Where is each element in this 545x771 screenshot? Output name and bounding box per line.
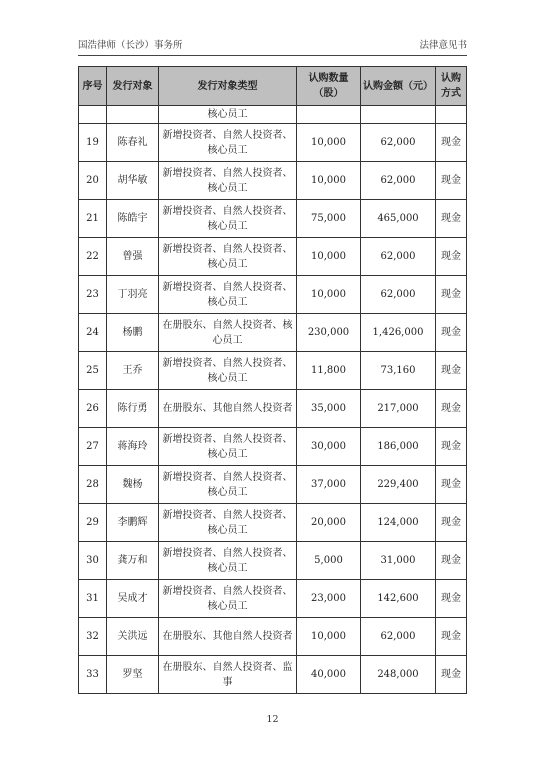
- table-row: [79, 276, 467, 314]
- cell-method: 现金: [436, 314, 467, 352]
- subscription-table: [78, 66, 467, 694]
- cell-subscriber-type: 在册股东、其他自然人投资者: [159, 390, 297, 428]
- cell-method: 现金: [436, 238, 467, 276]
- cell-index: 33: [79, 656, 107, 694]
- cell-shares: 11,800: [297, 352, 361, 390]
- cell-method: 现金: [436, 200, 467, 238]
- cell-index: 19: [79, 124, 107, 162]
- cell-subscriber-type: 新增投资者、自然人投资者、核心员工: [159, 200, 297, 238]
- cell-subscriber: 陈皓宇: [107, 200, 159, 238]
- cell-index: 22: [79, 238, 107, 276]
- header-doc-title: 法律意见书: [419, 40, 467, 51]
- col-header-amount: 认购金额（元）: [361, 67, 436, 106]
- col-header-method: 认购方式: [436, 67, 467, 106]
- cell-method: [436, 106, 467, 124]
- cell-subscriber: 胡华敏: [107, 162, 159, 200]
- cell-shares: 35,000: [297, 390, 361, 428]
- table-body: [79, 106, 467, 694]
- table-row: [79, 162, 467, 200]
- cell-index: 26: [79, 390, 107, 428]
- cell-index: 24: [79, 314, 107, 352]
- cell-shares: 10,000: [297, 238, 361, 276]
- cell-subscriber: 吴成才: [107, 580, 159, 618]
- table-row-continued: [79, 106, 467, 124]
- cell-subscriber-type: 新增投资者、自然人投资者、核心员工: [159, 124, 297, 162]
- col-header-index: 序号: [79, 67, 107, 106]
- cell-amount: 186,000: [361, 428, 436, 466]
- col-header-shares: 认购数量（股）: [297, 67, 361, 106]
- cell-subscriber: 丁羽亮: [107, 276, 159, 314]
- cell-shares: 230,000: [297, 314, 361, 352]
- cell-subscriber: 罗坚: [107, 656, 159, 694]
- cell-index: 25: [79, 352, 107, 390]
- cell-amount: 248,000: [361, 656, 436, 694]
- cell-subscriber-type: 新增投资者、自然人投资者、核心员工: [159, 352, 297, 390]
- table-row: [79, 428, 467, 466]
- cell-amount: 62,000: [361, 162, 436, 200]
- cell-index: 27: [79, 428, 107, 466]
- table-row: [79, 466, 467, 504]
- cell-method: 现金: [436, 542, 467, 580]
- header-divider: [78, 55, 467, 56]
- cell-index: 29: [79, 504, 107, 542]
- cell-shares: 10,000: [297, 618, 361, 656]
- table-row: [79, 200, 467, 238]
- cell-method: 现金: [436, 580, 467, 618]
- cell-subscriber-type: 新增投资者、自然人投资者、核心员工: [159, 580, 297, 618]
- cell-index: 23: [79, 276, 107, 314]
- cell-subscriber-type: 核心员工: [159, 106, 297, 124]
- cell-index: 21: [79, 200, 107, 238]
- cell-subscriber-type: 在册股东、自然人投资者、核心员工: [159, 314, 297, 352]
- cell-method: 现金: [436, 504, 467, 542]
- table-row: [79, 124, 467, 162]
- col-header-subscriber-type: 发行对象类型: [159, 67, 297, 106]
- cell-subscriber: 龚万和: [107, 542, 159, 580]
- cell-shares: 23,000: [297, 580, 361, 618]
- cell-shares: 10,000: [297, 124, 361, 162]
- cell-shares: 40,000: [297, 656, 361, 694]
- cell-amount: 62,000: [361, 276, 436, 314]
- cell-subscriber-type: 新增投资者、自然人投资者、核心员工: [159, 504, 297, 542]
- cell-amount: 62,000: [361, 238, 436, 276]
- cell-subscriber: 魏杨: [107, 466, 159, 504]
- cell-amount: 62,000: [361, 618, 436, 656]
- cell-index: 30: [79, 542, 107, 580]
- cell-method: 现金: [436, 352, 467, 390]
- cell-amount: [361, 106, 436, 124]
- cell-method: 现金: [436, 656, 467, 694]
- cell-subscriber: [107, 106, 159, 124]
- cell-shares: 10,000: [297, 276, 361, 314]
- cell-subscriber-type: 在册股东、自然人投资者、监事: [159, 656, 297, 694]
- cell-subscriber-type: 新增投资者、自然人投资者、核心员工: [159, 466, 297, 504]
- cell-amount: 31,000: [361, 542, 436, 580]
- page-number: 12: [266, 714, 279, 725]
- cell-amount: 1,426,000: [361, 314, 436, 352]
- cell-subscriber-type: 新增投资者、自然人投资者、核心员工: [159, 542, 297, 580]
- cell-subscriber: 王乔: [107, 352, 159, 390]
- cell-index: [79, 106, 107, 124]
- cell-amount: 142,600: [361, 580, 436, 618]
- cell-index: 20: [79, 162, 107, 200]
- cell-method: 现金: [436, 428, 467, 466]
- table-row: [79, 504, 467, 542]
- cell-subscriber-type: 在册股东、其他自然人投资者: [159, 618, 297, 656]
- cell-method: 现金: [436, 466, 467, 504]
- cell-amount: 229,400: [361, 466, 436, 504]
- cell-subscriber: 关洪远: [107, 618, 159, 656]
- cell-shares: 30,000: [297, 428, 361, 466]
- cell-shares: 20,000: [297, 504, 361, 542]
- cell-subscriber: 陈行勇: [107, 390, 159, 428]
- cell-subscriber-type: 新增投资者、自然人投资者、核心员工: [159, 162, 297, 200]
- cell-subscriber: 陈春礼: [107, 124, 159, 162]
- cell-index: 28: [79, 466, 107, 504]
- header-firm-name: 国浩律师（长沙）事务所: [78, 40, 183, 51]
- cell-amount: 217,000: [361, 390, 436, 428]
- page-header: [78, 38, 467, 54]
- cell-amount: 73,160: [361, 352, 436, 390]
- cell-method: 现金: [436, 124, 467, 162]
- table-row: [79, 352, 467, 390]
- table-header-row: [79, 67, 467, 106]
- cell-index: 32: [79, 618, 107, 656]
- cell-shares: 75,000: [297, 200, 361, 238]
- cell-subscriber: 曾强: [107, 238, 159, 276]
- table-row: [79, 580, 467, 618]
- cell-method: 现金: [436, 618, 467, 656]
- table-row: [79, 618, 467, 656]
- cell-method: 现金: [436, 390, 467, 428]
- cell-shares: [297, 106, 361, 124]
- cell-subscriber: 蒋海玲: [107, 428, 159, 466]
- table-row: [79, 314, 467, 352]
- cell-shares: 10,000: [297, 162, 361, 200]
- cell-subscriber-type: 新增投资者、自然人投资者、核心员工: [159, 276, 297, 314]
- cell-amount: 62,000: [361, 124, 436, 162]
- cell-subscriber-type: 新增投资者、自然人投资者、核心员工: [159, 428, 297, 466]
- table-row: [79, 656, 467, 694]
- table-row: [79, 238, 467, 276]
- cell-subscriber: 李鹏辉: [107, 504, 159, 542]
- table-row: [79, 542, 467, 580]
- cell-amount: 124,000: [361, 504, 436, 542]
- cell-subscriber-type: 新增投资者、自然人投资者、核心员工: [159, 238, 297, 276]
- cell-index: 31: [79, 580, 107, 618]
- col-header-subscriber: 发行对象: [107, 67, 159, 106]
- cell-shares: 5,000: [297, 542, 361, 580]
- cell-method: 现金: [436, 162, 467, 200]
- cell-shares: 37,000: [297, 466, 361, 504]
- cell-method: 现金: [436, 276, 467, 314]
- cell-amount: 465,000: [361, 200, 436, 238]
- table-row: [79, 390, 467, 428]
- cell-subscriber: 杨鹏: [107, 314, 159, 352]
